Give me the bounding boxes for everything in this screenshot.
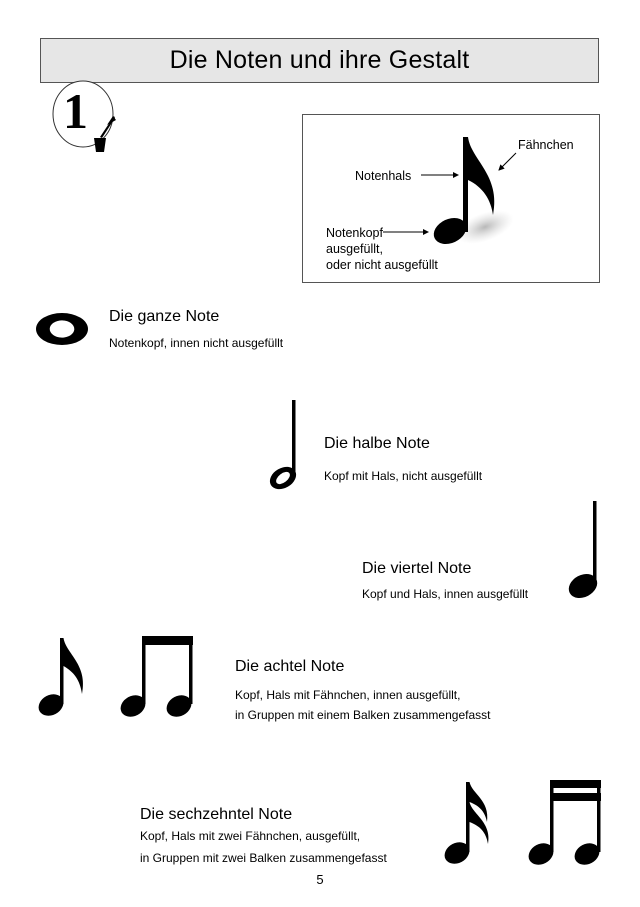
quarter-note-desc: Kopf und Hals, innen ausgefüllt (362, 587, 529, 601)
page-title: Die Noten und ihre Gestalt (169, 46, 470, 74)
eighth-note-title: Die achtel Note (235, 658, 345, 675)
note-anatomy-diagram (302, 114, 600, 283)
quarter-note-icon (566, 499, 606, 603)
sixteenth-note-title: Die sechzehntel Note (140, 806, 293, 823)
chapter-number: 1 (63, 83, 88, 139)
whole-note-title: Die ganze Note (109, 308, 220, 325)
head-label-line-3: oder nicht ausgefüllt (326, 258, 438, 272)
eighth-note-desc-line-2: in Gruppen mit einem Balken zusammengefasst (235, 708, 491, 722)
half-note-desc: Kopf mit Hals, nicht ausgefüllt (324, 469, 483, 483)
inkpot-quill-icon (50, 80, 120, 152)
beamed-eighth-notes-icon (118, 636, 198, 722)
sixteenth-note-icon (442, 780, 502, 870)
page-title-bar (40, 38, 599, 83)
sixteenth-note-desc-line-1: Kopf, Hals mit zwei Fähnchen, ausgefüllt, (140, 829, 361, 843)
page-number: 5 (316, 872, 324, 887)
head-label-line-1: Notenkopf (326, 226, 383, 240)
half-note-title: Die halbe Note (324, 435, 430, 452)
eighth-note-icon (36, 636, 96, 722)
whole-note-icon (36, 311, 96, 351)
whole-note-desc: Notenkopf, innen nicht ausgefüllt (109, 336, 284, 350)
stem-label: Notenhals (355, 169, 412, 183)
half-note-icon (268, 398, 308, 494)
flag-label: Fähnchen (518, 138, 574, 152)
chapter-badge (50, 80, 120, 152)
eighth-note-desc-line-1: Kopf, Hals mit Fähnchen, innen ausgefüllt, (235, 688, 461, 702)
beamed-sixteenth-notes-icon (526, 780, 606, 870)
head-label-line-2: ausgefüllt, (326, 242, 383, 256)
eighth-note-anatomy-icon (303, 115, 601, 284)
quarter-note-title: Die viertel Note (362, 560, 472, 577)
sixteenth-note-desc-line-2: in Gruppen mit zwei Balken zusammengefasst (140, 851, 387, 865)
